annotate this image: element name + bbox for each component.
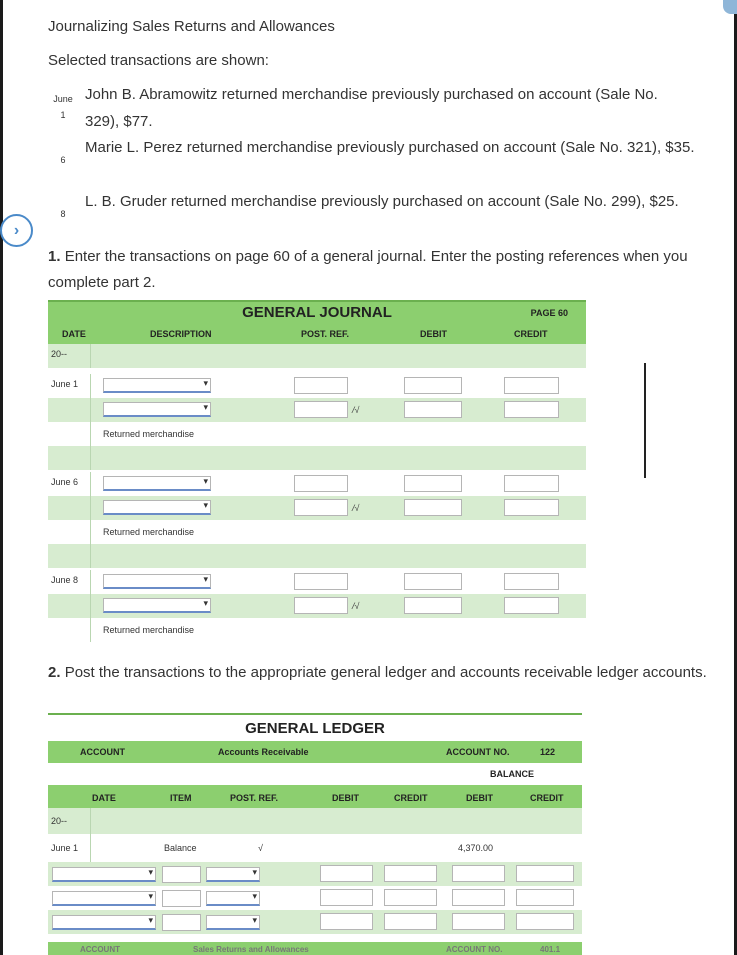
balance-credit-input[interactable] [516, 913, 574, 930]
journal-column-headers [48, 324, 586, 344]
date-cell: June 8 [48, 570, 91, 594]
post-ref-text: √ [258, 843, 263, 853]
date-cell [48, 398, 91, 422]
col-date: DATE [92, 793, 116, 803]
debit-input[interactable] [404, 597, 462, 614]
ledger-row [48, 886, 582, 910]
txn-month: June [53, 94, 73, 104]
ledger-row [48, 910, 582, 934]
ledger-title-bar [48, 713, 582, 741]
post-ref-input[interactable] [294, 401, 348, 418]
debit-input[interactable] [404, 401, 462, 418]
ledger-row-year [48, 808, 582, 834]
journal-row-spacer [48, 446, 586, 470]
debit-input[interactable] [320, 889, 373, 906]
year-cell: 20-- [48, 808, 91, 834]
memo-text: Returned merchandise [103, 527, 195, 537]
next-account-bar [48, 942, 582, 955]
date-select[interactable] [52, 867, 156, 882]
account-select[interactable] [103, 378, 211, 393]
col-debit: DEBIT [420, 329, 447, 339]
journal-row [48, 422, 586, 446]
part-2-text: Post the transactions to the appropriate general ledger and accounts receivable ledger accounts. [64, 664, 707, 681]
page-title: Journalizing Sales Returns and Allowances [48, 18, 335, 35]
item-input[interactable] [162, 866, 201, 883]
year-cell: 20-- [48, 344, 91, 368]
col-balance-debit: DEBIT [466, 793, 493, 803]
date-cell [48, 618, 91, 642]
account-select[interactable] [103, 476, 211, 491]
credit-input[interactable] [504, 377, 559, 394]
date-cell: June 6 [48, 472, 91, 496]
balance-debit-input[interactable] [452, 889, 505, 906]
post-ref-select[interactable] [206, 867, 260, 882]
credit-input[interactable] [504, 475, 559, 492]
account-select[interactable] [103, 402, 211, 417]
col-debit: DEBIT [332, 793, 359, 803]
txn-day: 8 [60, 209, 66, 219]
col-date: DATE [62, 329, 86, 339]
col-post-ref: POST. REF. [230, 793, 279, 803]
account-label: ACCOUNT [80, 747, 125, 757]
post-ref-input[interactable] [294, 597, 348, 614]
col-post-ref: POST. REF. [301, 329, 350, 339]
ledger-title: GENERAL LEDGER [245, 720, 385, 737]
balance-credit-input[interactable] [516, 889, 574, 906]
col-credit: CREDIT [394, 793, 428, 803]
credit-input[interactable] [504, 573, 559, 590]
credit-input[interactable] [504, 499, 559, 516]
item-text: Balance [164, 843, 197, 853]
txn-day: 1 [60, 110, 66, 120]
date-cell: June 1 [48, 374, 91, 398]
account-select[interactable] [103, 574, 211, 589]
debit-input[interactable] [320, 865, 373, 882]
next-account-no-label: ACCOUNT NO. [446, 945, 503, 954]
credit-input[interactable] [504, 401, 559, 418]
journal-page: PAGE 60 [530, 308, 568, 318]
check-mark: /√ [352, 405, 360, 415]
date-select[interactable] [52, 891, 156, 906]
post-ref-select[interactable] [206, 915, 260, 930]
expand-chevron-icon[interactable]: › [0, 214, 33, 247]
intro-text: Selected transactions are shown: [48, 52, 269, 69]
journal-row-spacer [48, 544, 586, 568]
ledger-row [48, 862, 582, 886]
credit-input[interactable] [384, 913, 437, 930]
balance-debit-input[interactable] [452, 913, 505, 930]
corner-button[interactable] [723, 0, 737, 14]
post-ref-select[interactable] [206, 891, 260, 906]
balance-debit-value: 4,370.00 [458, 843, 494, 853]
transaction-3 [48, 191, 698, 243]
debit-input[interactable] [404, 573, 462, 590]
next-account-name: Sales Returns and Allowances [193, 945, 309, 954]
transaction-1 [48, 84, 698, 136]
balance-label: BALANCE [490, 769, 534, 779]
credit-input[interactable] [384, 865, 437, 882]
credit-input[interactable] [384, 889, 437, 906]
account-no-label: ACCOUNT NO. [446, 747, 510, 757]
balance-credit-input[interactable] [516, 865, 574, 882]
date-cell: June 1 [48, 834, 91, 862]
debit-input[interactable] [320, 913, 373, 930]
journal-row [48, 618, 586, 642]
item-input[interactable] [162, 914, 201, 931]
col-item: ITEM [170, 793, 192, 803]
post-ref-input[interactable] [294, 573, 348, 590]
date-cell [48, 520, 91, 544]
date-cell [48, 594, 91, 618]
ledger-account-bar [48, 741, 582, 763]
ledger-balance-bar [48, 763, 582, 785]
left-frame-edge [0, 0, 3, 955]
account-no: 122 [540, 747, 556, 757]
col-balance-credit: CREDIT [530, 793, 564, 803]
credit-input[interactable] [504, 597, 559, 614]
journal-row [48, 398, 586, 422]
check-mark: /√ [352, 503, 360, 513]
date-cell [48, 422, 91, 446]
part-2-number: 2. [48, 664, 61, 681]
check-mark: /√ [352, 601, 360, 611]
col-credit: CREDIT [514, 329, 548, 339]
journal-row-year [48, 344, 586, 368]
debit-input[interactable] [404, 377, 462, 394]
next-account-no: 401.1 [540, 945, 561, 954]
col-description: DESCRIPTION [150, 329, 212, 339]
transaction-2 [48, 137, 698, 189]
journal-title: GENERAL JOURNAL [242, 304, 392, 321]
memo-text: Returned merchandise [103, 625, 195, 635]
part-1-number: 1. [48, 248, 61, 265]
date-cell [48, 544, 91, 568]
txn-text: Marie L. Perez returned merchandise previously purchased on account (Sale No. 321), $35. [85, 139, 695, 156]
balance-debit-input[interactable] [452, 865, 505, 882]
next-account-label: ACCOUNT [80, 945, 120, 954]
date-select[interactable] [52, 915, 156, 930]
account-name: Accounts Receivable [218, 747, 309, 757]
account-select[interactable] [103, 500, 211, 515]
post-ref-input[interactable] [294, 377, 348, 394]
journal-row [48, 472, 586, 496]
journal-row [48, 520, 586, 544]
scroll-indicator[interactable] [644, 363, 646, 478]
journal-row [48, 496, 586, 520]
debit-input[interactable] [404, 499, 462, 516]
date-cell [48, 446, 91, 470]
memo-text: Returned merchandise [103, 429, 195, 439]
account-select[interactable] [103, 598, 211, 613]
txn-text: L. B. Gruder returned merchandise previously purchased on account (Sale No. 299), $25. [85, 193, 679, 210]
txn-text: John B. Abramowitz returned merchandise previously purchased on account (Sale No. 329), $77. [85, 86, 658, 130]
journal-row [48, 374, 586, 398]
txn-day: 6 [60, 155, 66, 165]
post-ref-input[interactable] [294, 475, 348, 492]
ledger-row [48, 834, 582, 862]
journal-row [48, 570, 586, 594]
item-input[interactable] [162, 890, 201, 907]
post-ref-input[interactable] [294, 499, 348, 516]
part-1-text: Enter the transactions on page 60 of a general journal. Enter the posting references when you complete part 2. [48, 248, 688, 291]
debit-input[interactable] [404, 475, 462, 492]
journal-row [48, 594, 586, 618]
date-cell [48, 496, 91, 520]
instruction-part-1 [48, 244, 708, 296]
instruction-part-2 [48, 660, 713, 686]
journal-header [48, 300, 586, 324]
